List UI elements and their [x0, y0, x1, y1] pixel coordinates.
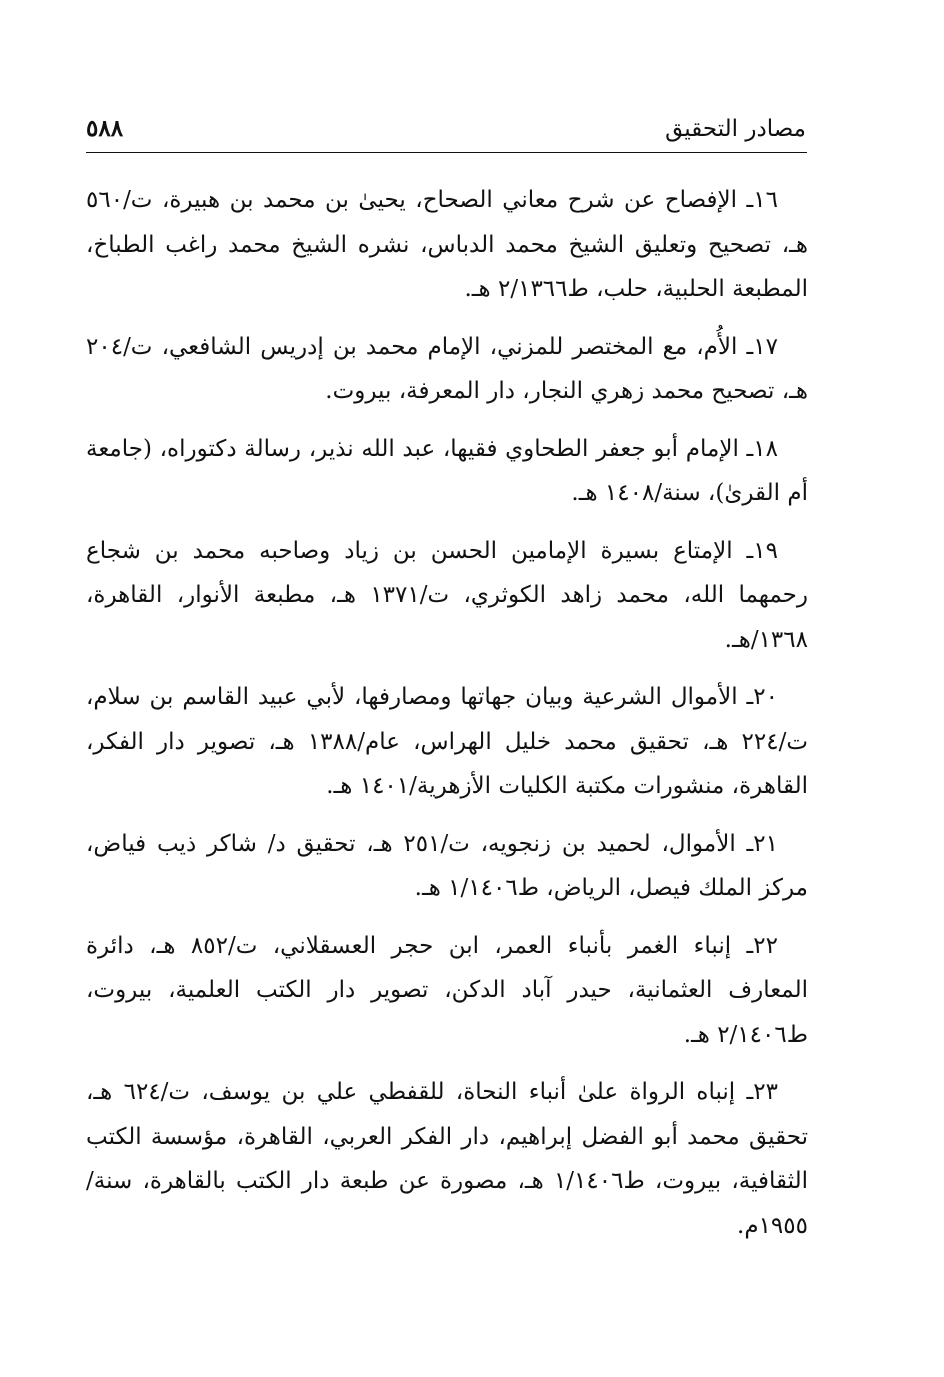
entry-number: ١٩ [753, 537, 778, 564]
running-title: مصادر التحقيق [665, 116, 806, 142]
bibliography-entry: ١٦ـ الإفصاح عن شرح معاني الصحاح، يحيىٰ بن محمد بن هبيرة، ت/٥٦٠ هـ، تصحيح وتعليق الشيخ محمد الدباس، نشره الشيخ محمد راغب الطباخ، المطبعة الحلبية، حلب، ط٢/١٣٦٦ هـ. [86, 187, 808, 302]
running-header [86, 112, 806, 152]
entry-number: ١٦ [753, 187, 778, 213]
entry-text: إنباء الغمر بأنباء العمر، ابن حجر العسقلاني، ت/٨٥٢ هـ، دائرة المعارف العثمانية، حيدر آباد الدكن، تصوير دار الكتب العلمية، بيروت، ط٢/١٤٠٦ هـ. [86, 932, 808, 1048]
header-rule [86, 152, 807, 153]
bibliography-entry: ١٨ـ الإمام أبو جعفر الطحاوي فقيها، عبد الله نذير، رسالة دكتوراه، (جامعة أم القرىٰ)، سنة/١٤٠٨ هـ. [86, 435, 808, 506]
bibliography-entry: ٢٣ـ إنباه الرواة علىٰ أنباء النحاة، للقفطي علي بن يوسف، ت/٦٢٤ هـ، تحقيق محمد أبو الفضل إبراهيم، دار الفكر العربي، القاهرة، مؤسسة الكتب الثقافية، بيروت، ط١/١٤٠٦ هـ، مصورة عن طبعة دار الكتب بالقاهرة، سنة/١٩٥٥م. [86, 1079, 808, 1239]
bibliography-entry: ١٧ـ الأُم، مع المختصر للمزني، الإمام محمد بن إدريس الشافعي، ت/٢٠٤ هـ، تصحيح محمد زهري النجار، دار المعرفة، بيروت. [86, 333, 808, 404]
bibliography-entry: ٢١ـ الأموال، لحميد بن زنجويه، ت/٢٥١ هـ، تحقيق د/ شاكر ذيب فياض، مركز الملك فيصل، الرياض، ط١/١٤٠٦ هـ. [86, 830, 808, 901]
entry-text: الإفصاح عن شرح معاني الصحاح، يحيىٰ بن محمد بن هبيرة، ت/٥٦٠ هـ، تصحيح وتعليق الشيخ محمد الدباس، نشره الشيخ محمد راغب الطباخ، المطبعة الحلبية، حلب، ط٢/١٣٦٦ هـ. [86, 187, 808, 302]
entry-text: الإمتاع بسيرة الإمامين الحسن بن زياد وصاحبه محمد بن شجاع رحمهما الله، محمد زاهد الكوثري، ت/١٣٧١ هـ، مطبعة الأنوار، القاهرة، ١٣٦٨/هـ. [86, 537, 808, 653]
entry-text: الأُم، مع المختصر للمزني، الإمام محمد بن إدريس الشافعي، ت/٢٠٤ هـ، تصحيح محمد زهري النجار، دار المعرفة، بيروت. [86, 333, 808, 404]
entry-number: ١٨ [753, 435, 778, 462]
entry-number: ٢٣ [753, 1079, 778, 1105]
entry-number: ٢٢ [753, 932, 779, 959]
entry-number: ١٧ [753, 333, 778, 360]
entry-text: الأموال، لحميد بن زنجويه، ت/٢٥١ هـ، تحقيق د/ شاكر ذيب فياض، مركز الملك فيصل، الرياض، ط١/١٤٠٦ هـ. [86, 830, 808, 901]
page-number: ٥٨٨ [86, 115, 124, 142]
entry-number: ٢٠ [753, 684, 778, 710]
bibliography-entry: ٢٠ـ الأموال الشرعية وبيان جهاتها ومصارفها، لأبي عبيد القاسم بن سلام، ت/٢٢٤ هـ، تحقيق محمد خليل الهراس، عام/١٣٨٨ هـ، تصوير دار الفكر، القاهرة، منشورات مكتبة الكليات الأزهرية/١٤٠١ هـ. [86, 684, 808, 799]
entry-text: إنباه الرواة علىٰ أنباء النحاة، للقفطي علي بن يوسف، ت/٦٢٤ هـ، تحقيق محمد أبو الفضل إبراهيم، دار الفكر العربي، القاهرة، مؤسسة الكتب الثقافية، بيروت، ط١/١٤٠٦ هـ، مصورة عن طبعة دار الكتب بالقاهرة، سنة/١٩٥٥م. [86, 1079, 808, 1239]
bibliography-list [86, 178, 808, 1261]
bibliography-entry: ٢٢ـ إنباء الغمر بأنباء العمر، ابن حجر العسقلاني، ت/٨٥٢ هـ، دائرة المعارف العثمانية، حيدر آباد الدكن، تصوير دار الكتب العلمية، بيروت، ط٢/١٤٠٦ هـ. [86, 932, 808, 1048]
entry-text: الإمام أبو جعفر الطحاوي فقيها، عبد الله نذير، رسالة دكتوراه، (جامعة أم القرىٰ)، سنة/١٤٠٨ هـ. [86, 435, 808, 506]
entry-text: الأموال الشرعية وبيان جهاتها ومصارفها، لأبي عبيد القاسم بن سلام، ت/٢٢٤ هـ، تحقيق محمد خليل الهراس، عام/١٣٨٨ هـ، تصوير دار الفكر، القاهرة، منشورات مكتبة الكليات الأزهرية/١٤٠١ هـ. [86, 684, 808, 799]
bibliography-entry: ١٩ـ الإمتاع بسيرة الإمامين الحسن بن زياد وصاحبه محمد بن شجاع رحمهما الله، محمد زاهد الكوثري، ت/١٣٧١ هـ، مطبعة الأنوار، القاهرة، ١٣٦٨/هـ. [86, 537, 808, 653]
entry-number: ٢١ [753, 830, 778, 857]
